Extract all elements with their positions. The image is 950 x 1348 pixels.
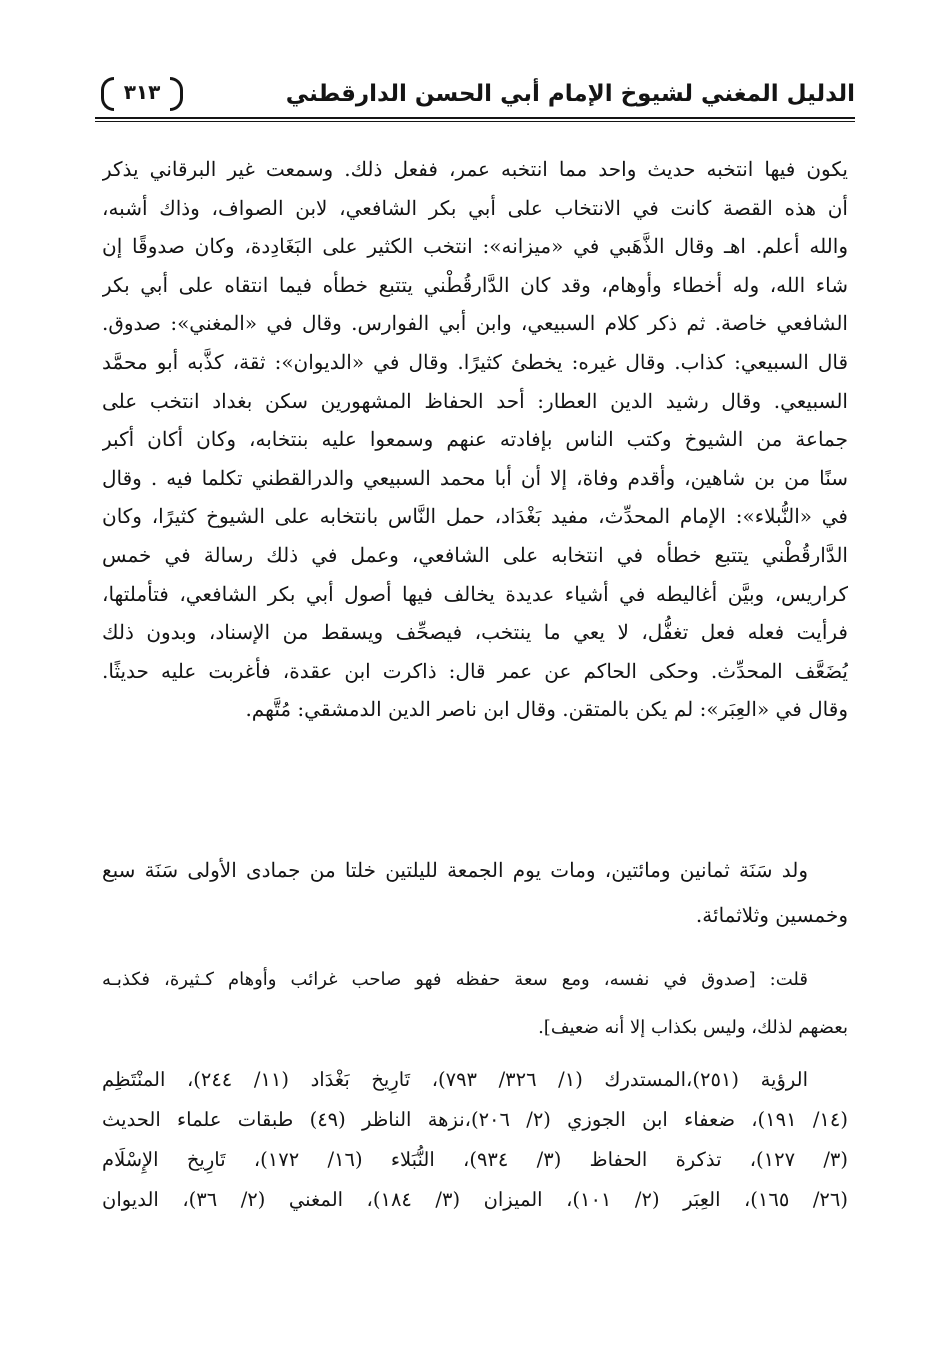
text-line: الشافعي خاصة. ثم ذكر كلام السبيعي، وابن أبي الفوارس. وقال في «المغني»: صدوق. [102,311,848,336]
ornate-bracket-right-icon [170,77,183,111]
header-title: الدليل المغني لشيوخ الإمام أبي الحسن الدارقطني [285,81,855,107]
text-line: يُضَعَّف المحدِّث. وحكى الحاكم عن عمر قال: ذاكرت ابن عقدة، فأغربت عليه حديثًا. [102,658,848,683]
biography-paragraph [102,150,848,729]
text-line: قال السبيعي: كذاب. وقال غيره: يخطئ كثيرًا. وقال في «الديوان»: ثقة، كذَّبه أبو محمَّد [102,349,848,374]
header-divider [95,117,855,122]
page-number: ٣١٣ [123,80,161,104]
text-line: أن هذه القصة كانت في الانتخاب على أبي بكر الشافعي، لابن الصواف، وذاك أشبه، [102,195,848,220]
text-line: (١٤/ ١٩١)، ضعفاء ابن الجوزي (٢/ ٢٠٦)،نزهة الناظر (٤٩) طبقات علماء الحديث [102,1108,848,1131]
text-line: شاء الله، وله أخطاء وأوهام، وقد كان الدَّارقُطْني يتتبع خطأه فيما انتقاه على أبي بكر [102,272,848,297]
page-number-box [101,76,183,108]
text-line: السبيعي. وقال رشيد الدين العطار: أحد الحفاظ المشهورين سكن بغداد انتخب على [102,388,848,413]
sources-paragraph [102,1060,848,1220]
text-line: والله أعلم. اهـ وقال الذَّهَبي في «ميزانه»: انتخب الكثير على البَغَادِدة، وكان صدوقًا إن [102,234,848,259]
text-line: وقال في «العِبَر»: لم يكن بالمتقن. وقال ابن ناصر الدين الدمشقي: مُتَّهم. [245,697,848,722]
birth-death-paragraph [102,848,848,938]
text-line: فرأيت فعله فعل تغفُّل، لا يعي ما ينتخب، فيصحِّف ويسقط من الإسناد، وبدون ذلك [102,620,848,645]
text-line: الرؤية (٢٥١)،المستدرك (١/ ٣٢٦/ ٧٩٣)، تَارِيخ بَغْدَاد (١١/ ٢٤٤)، المنْتَظِم [102,1068,808,1091]
text-line: بعضهم لذلك، وليس بكذاب إلا أنه ضعيف]. [538,1017,848,1038]
text-line: ولد سَنَة ثمانين ومائتين، ومات يوم الجمعة لليلتين خلتا من جمادى الأولى سَنَة سبع [102,858,808,882]
text-line: (٢٦/ ١٦٥)، العِبَر (٢/ ١٠١)، الميزان (٣/ ١٨٤)، المغني (٢/ ٣٦)، الديوان [102,1188,848,1211]
ornate-bracket-left-icon [101,77,114,111]
text-line: سنًا من بن شاهين، وأقدم وفاة، إلا أن أبا محمد السبيعي والدرالقطني تكلما فيه . وقال [102,465,848,490]
text-line: جماعة من الشيوخ وكتب الناس بإفادته عنهم وسمعوا عليه بنتخابه، وكان أكان أكبر [102,427,848,452]
text-line: الدَّارقُطْني يتتبع خطأه في انتخابه على الشافعي، وعمل في ذلك رسالة في خمس [102,542,848,567]
author-note-paragraph [102,956,848,1052]
text-line: يكون فيها انتخبه حديث واحد مما انتخبه عمر، ففعل ذلك. وسمعت غير البرقاني يذكر [102,157,848,181]
text-line: وخمسين وثلاثمائة. [695,903,848,927]
text-line: قلت: [صدوق في نفسه، ومع سعة حفظه فهو صاحب غرائب وأوهام كـثيرة، فكذبـه [102,969,808,990]
text-line: كراريس، وبيَّن أغاليطه في أشياء عديدة يخالف فيها أصول أبي بكر الشافعي، فتأملتها، [102,581,848,606]
running-header [95,74,855,114]
text-line: في «النُّبلاء»: الإمام المحدِّث، مفيد بَغْدَاد، حمل النَّاس بانتخابه على الشيوخ كثيرًا، وكان [102,504,848,529]
text-line: (٣/ ١٢٧)، تذكرة الحفاظ (٣/ ٩٣٤)، النُّبَلاء (١٦/ ١٧٢)، تَارِيخ الإِسْلَام [102,1148,848,1171]
